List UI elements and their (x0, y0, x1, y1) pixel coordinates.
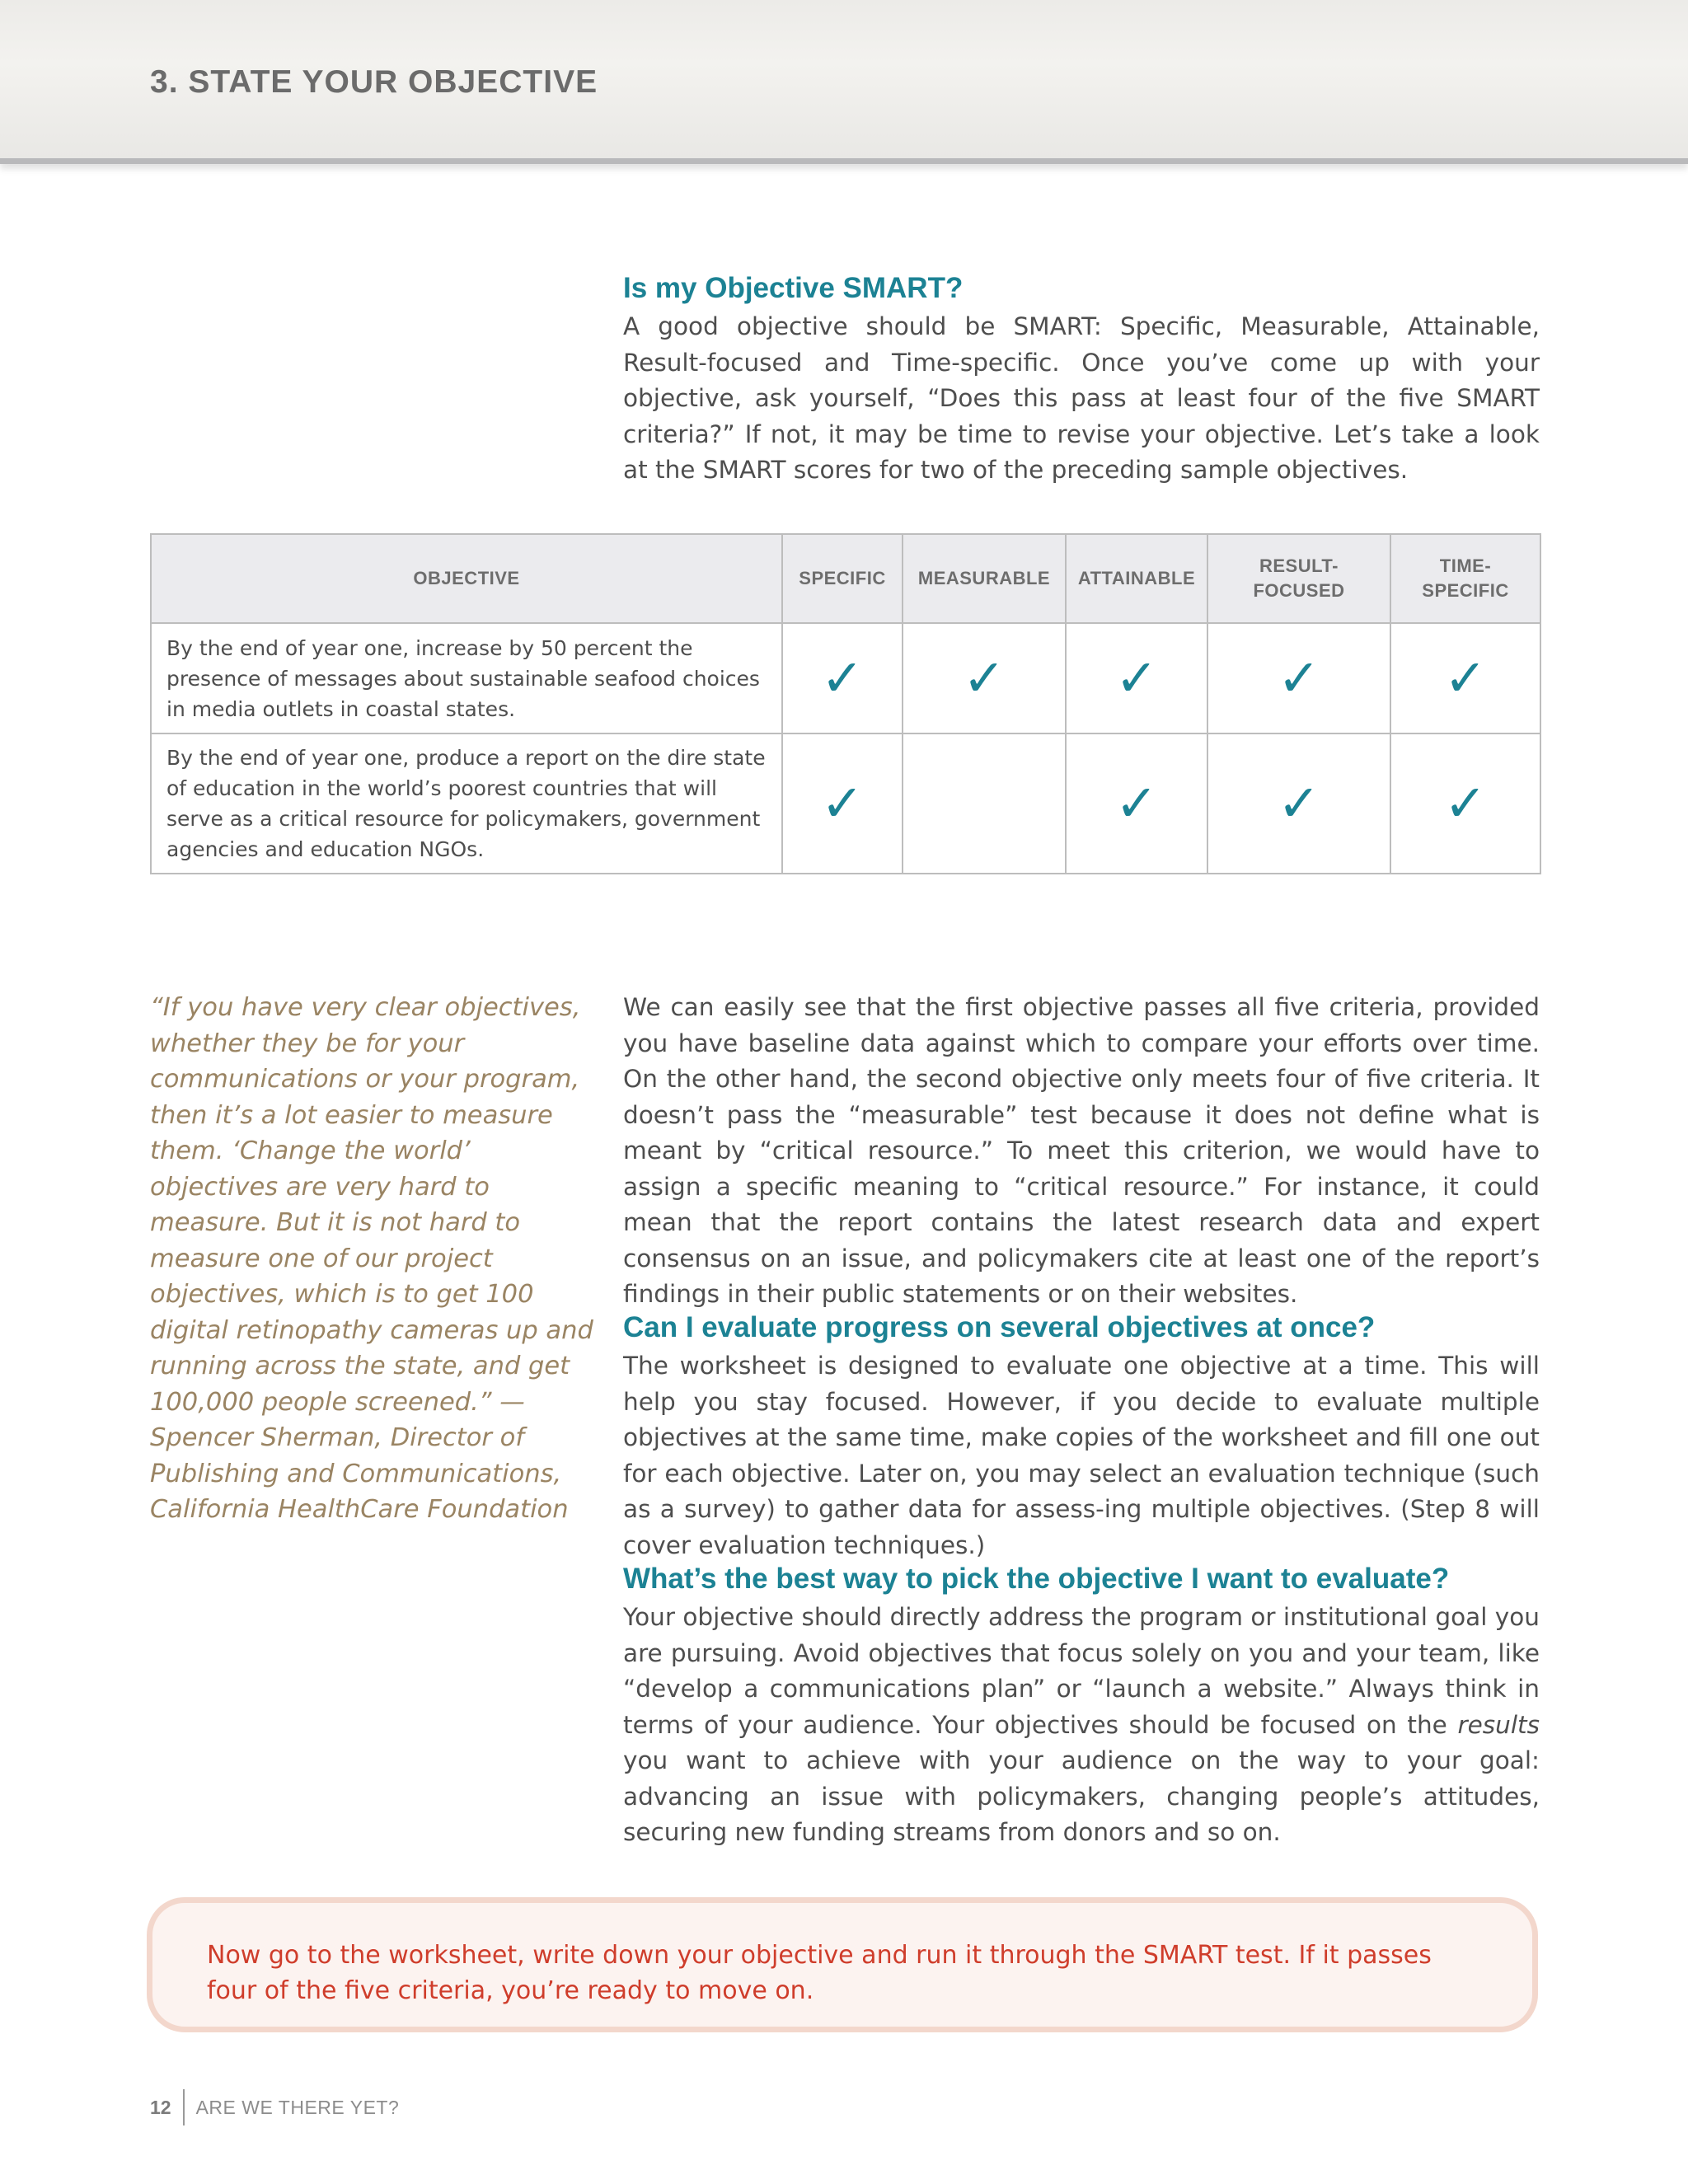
specific-cell (782, 733, 903, 874)
col-header-measurable: MEASURABLE (903, 534, 1066, 623)
pull-quote: “If you have very clear objectives, whether they be for your communications or your program, then it’s a lot easier to measure them. ‘Change the world’ objectives are very hard to measure. But it is not hard to measure one of our project objectives, which is to get 100 digital retinopathy cameras up and running across the state, and get 100,000 people screened.” —Spencer Sherman, Director of Publishing and Communications, California HealthCare Foundation (150, 993, 593, 1524)
analysis-text: We can easily see that the first objective passes all five criteria, provided you have baseline data against which to compare your efforts over time. On the other hand, the second objective only meets four of five criteria. It doesn’t pass the “measurable” test because it does not define what is meant by “critical resource.” To meet this criterion, we would have to assign a specific meaning to “critical resource.” For instance, it could mean that the report contains the latest research data and expert consensus on an issue, and policymakers cite at least one of the report’s findings in their public statements or on their websites. (623, 993, 1540, 1308)
attainable-cell (1066, 733, 1207, 874)
result-focused-cell (1207, 623, 1390, 733)
header-line: FOCUSED (1253, 580, 1345, 601)
check-icon: ✓ (821, 773, 864, 833)
check-icon: ✓ (1278, 648, 1320, 708)
check-icon: ✓ (1115, 773, 1158, 833)
table-row (151, 733, 1540, 874)
publication-title: ARE WE THERE YET? (195, 2096, 400, 2118)
page-footer (150, 2089, 399, 2125)
header-line: RESULT- (1259, 555, 1339, 576)
result-focused-cell (1207, 733, 1390, 874)
measurable-cell (903, 623, 1066, 733)
check-icon: ✓ (1444, 648, 1487, 708)
attainable-cell (1066, 623, 1207, 733)
best-way-heading: What’s the best way to pick the objective I want to evaluate? (623, 1563, 1450, 1595)
table-row (151, 623, 1540, 733)
time-specific-cell (1390, 623, 1540, 733)
several-objectives-text: The worksheet is designed to evaluate one objective at a time. This will help you stay focused. However, if you decide to evaluate multiple objectives at the same time, make copies of the worksheet and fill one out for each objective. Later on, you may select an evaluation technique (such as a survey) to gather data for assess-ing multiple objectives. (Step 8 will cover evaluation techniques.) (623, 1352, 1540, 1559)
col-header-result-focused (1207, 534, 1390, 623)
smart-table (150, 533, 1541, 874)
time-specific-cell (1390, 733, 1540, 874)
check-icon: ✓ (1278, 773, 1320, 833)
several-objectives-body (623, 1348, 1540, 1563)
col-header-objective: OBJECTIVE (151, 534, 782, 623)
best-way-body (623, 1600, 1540, 1851)
analysis-paragraph (623, 990, 1540, 1313)
best-way-text-part: you want to achieve with your audience on the way to your goal: advancing an issue with policymakers, changing people’s attitudes, securing new funding streams from donors and so on. (623, 1746, 1540, 1846)
col-header-attainable: ATTAINABLE (1066, 534, 1207, 623)
best-way-text-part: Your objective should directly address the program or institutional goal you are pursuing. Avoid objectives that focus solely on you and your team, like “develop a communications plan” or “launch a website.” Always think in terms of your audience. Your objectives should be focused on the (623, 1603, 1540, 1739)
footer-divider (183, 2089, 185, 2125)
page-number: 12 (150, 2096, 171, 2118)
col-header-time-specific (1390, 534, 1540, 623)
objective-cell: By the end of year one, produce a report on the dire state of education in the world’s poorest countries that will serve as a critical resource for policymakers, government agencies and education NGOs. (151, 733, 782, 874)
measurable-cell (903, 733, 1066, 874)
check-icon: ✓ (1444, 773, 1487, 833)
header-band (0, 0, 1688, 164)
objective-cell: By the end of year one, increase by 50 percent the presence of messages about sustainable seafood choices in media outlets in coastal states. (151, 623, 782, 733)
callout-text: Now go to the worksheet, write down your objective and run it through the SMART test. If it passes four of the five criteria, you’re ready to move on. (207, 1941, 1432, 2005)
header-line: TIME- (1439, 555, 1492, 576)
check-icon: ✓ (1115, 648, 1158, 708)
smart-heading: Is my Objective SMART? (623, 272, 964, 304)
check-icon: ✓ (963, 648, 1006, 708)
smart-intro (623, 309, 1540, 489)
table-header-row (151, 534, 1540, 623)
callout-box (147, 1897, 1538, 2032)
smart-intro-text: A good objective should be SMART: Specific, Measurable, Attainable, Result-focused and Time-specific. Once you’ve come up with your objective, ask yourself, “Does this pass at least four of the five SMART criteria?” If not, it may be time to revise your objective. Let’s take a look at the SMART scores for two of the preceding sample objectives. (623, 312, 1540, 484)
several-objectives-heading: Can I evaluate progress on several objectives at once? (623, 1311, 1376, 1343)
emphasis-results: results (1457, 1710, 1540, 1739)
specific-cell (782, 623, 903, 733)
header-line: SPECIFIC (1422, 580, 1509, 601)
section-title: 3. STATE YOUR OBJECTIVE (150, 64, 598, 100)
col-header-specific: SPECIFIC (782, 534, 903, 623)
best-way-text (623, 1600, 1540, 1851)
check-icon: ✓ (821, 648, 864, 708)
